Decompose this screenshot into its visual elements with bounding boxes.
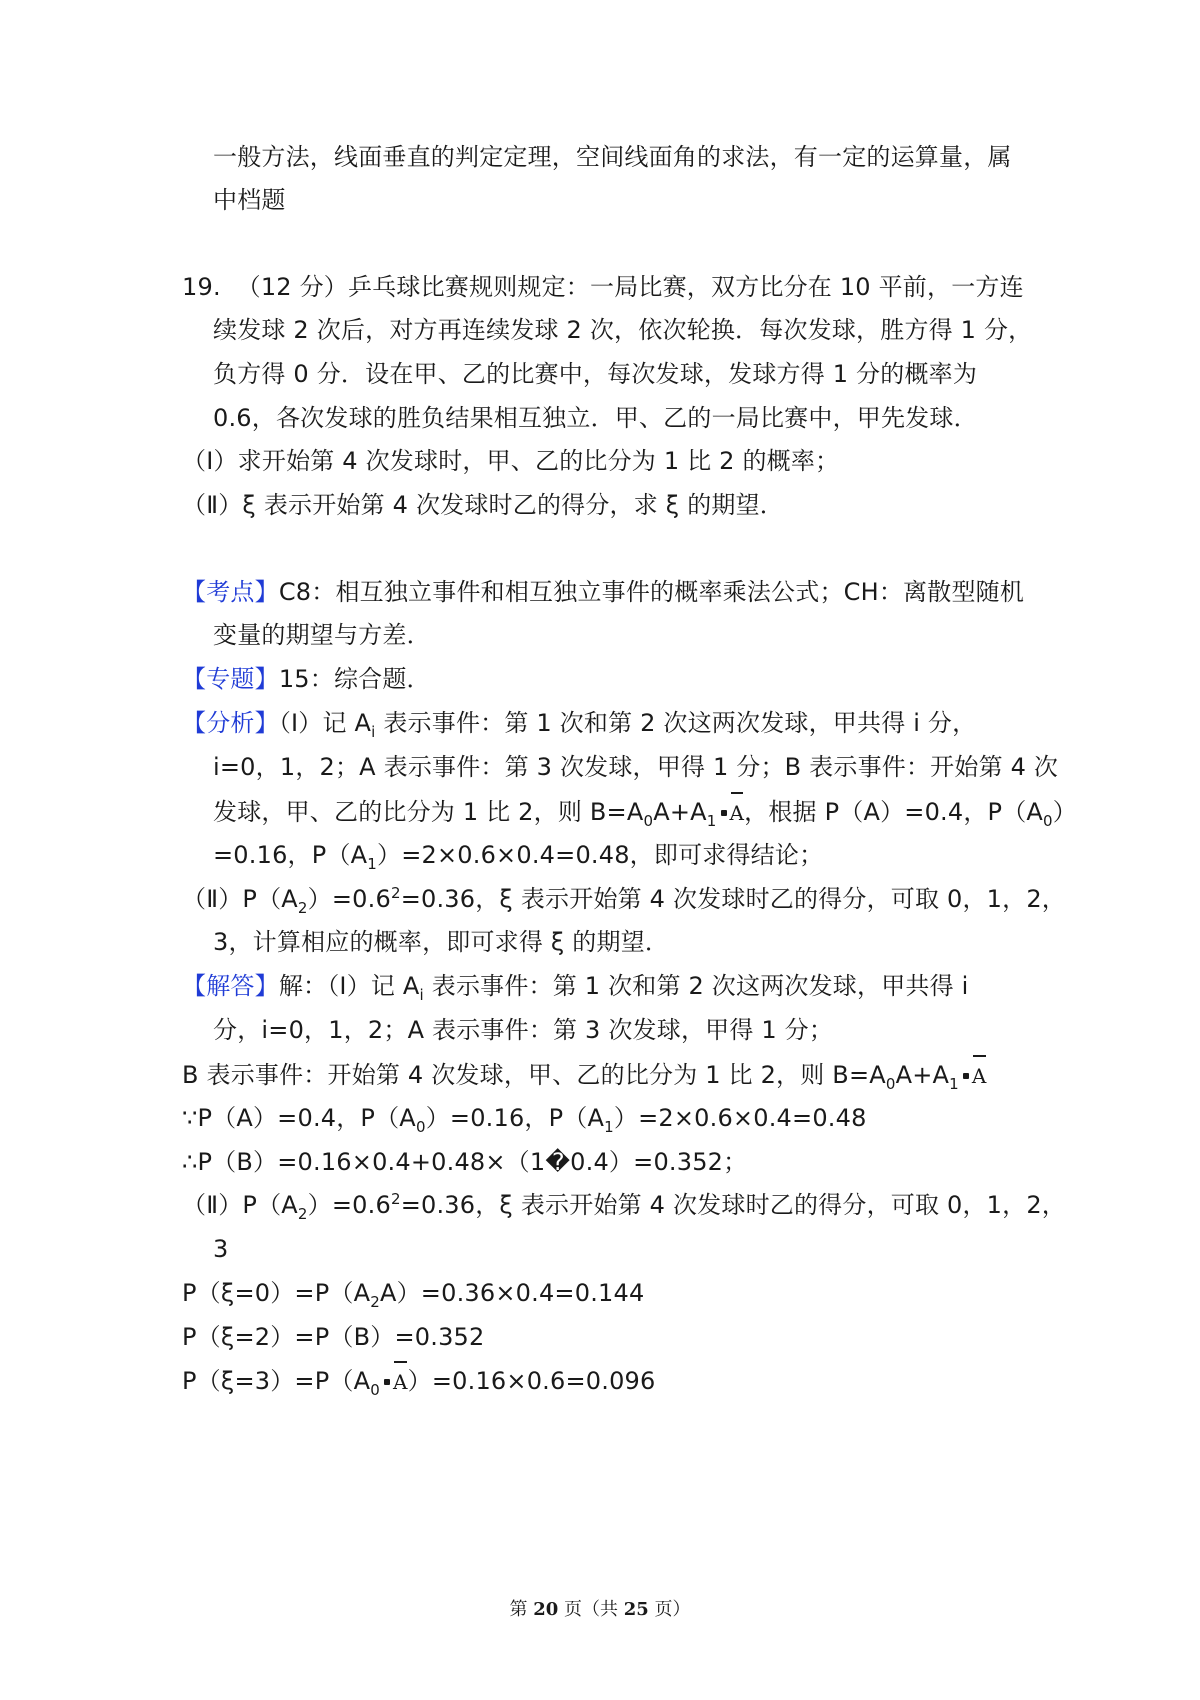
jieda-text: P（ξ=3）=P（A: [182, 1367, 371, 1395]
subscript: i: [419, 985, 424, 1004]
subscript: 0: [643, 811, 654, 830]
footer-text: 页（共: [558, 1599, 624, 1620]
subscript: 2: [297, 898, 308, 917]
problem-line-1: （12 分）乒乓球比赛规则规定：一局比赛，双方比分在 10 平前，一方连: [236, 273, 1024, 301]
jieda-line-6: [182, 1188, 1066, 1222]
problem-line-4: 0.6，各次发球的胜负结果相互独立．甲、乙的一局比赛中，甲先发球．: [213, 404, 978, 432]
fenxi-line-1: [182, 706, 976, 740]
kaodian-line-2: 变量的期望与方差．: [213, 621, 431, 649]
problem-number: 19.: [182, 273, 221, 301]
jieda-line-2: 分，i=0，1，2；A 表示事件：第 3 次发球，甲得 1 分；: [213, 1016, 834, 1044]
zhuanti-text: 15：综合题．: [278, 665, 431, 693]
subscript: i: [371, 722, 376, 741]
kaodian-text-1: C8：相互独立事件和相互独立事件的概率乘法公式；CH：离散型随机: [278, 578, 1025, 606]
jieda-tag: 【解答】: [182, 972, 279, 1000]
footer-text: 第: [509, 1599, 534, 1620]
intro-line-1: 一般方法，线面垂直的判定定理，空间线面角的求法，有一定的运算量，属: [213, 143, 1012, 171]
multiply-dot-icon: [963, 1073, 969, 1079]
fenxi-text: （Ⅰ）记 A: [278, 709, 372, 737]
intro-line-2: 中档题: [213, 186, 286, 214]
jieda-text: ）=0.16×0.6=0.096: [407, 1367, 656, 1395]
jieda-line-9: P（ξ=2）=P（B）=0.352: [182, 1323, 485, 1351]
superscript: 2: [390, 884, 401, 902]
problem-first-line: [182, 270, 1024, 304]
page-footer: [0, 1598, 1200, 1622]
fenxi-text: =0.36，ξ 表示开始第 4 次发球时乙的得分，可取 0，1，2，: [400, 885, 1067, 913]
jieda-text: A）=0.36×0.4=0.144: [379, 1279, 645, 1307]
jieda-text: ）=0.6: [307, 1191, 391, 1219]
complement-a: A: [730, 794, 745, 830]
jieda-line-8: [182, 1276, 644, 1310]
multiply-dot-icon: [384, 1379, 390, 1385]
footer-text: 页）: [648, 1599, 691, 1620]
jieda-text: ∵P（A）=0.4，P（A: [182, 1104, 416, 1132]
subscript: 0: [1043, 811, 1053, 830]
zhuanti-line: [182, 662, 431, 696]
jieda-text: P（ξ=0）=P（A: [182, 1279, 371, 1307]
fenxi-text: ，根据 P（A）=0.4，P（A: [744, 798, 1044, 826]
superscript: 2: [390, 1190, 401, 1208]
fenxi-line-6: 3，计算相应的概率，即可求得 ξ 的期望．: [213, 928, 670, 956]
jieda-line-1: [182, 969, 969, 1003]
fenxi-tag: 【分析】: [182, 709, 279, 737]
problem-line-3: 负方得 0 分．设在甲、乙的比赛中，每次发球，发球方得 1 分的概率为: [213, 360, 978, 388]
jieda-text: ）=2×0.6×0.4=0.48: [613, 1104, 867, 1132]
subscript: 2: [370, 1292, 380, 1311]
jieda-text: （Ⅱ）P（A: [182, 1191, 298, 1219]
page-total: 25: [623, 1599, 649, 1620]
subscript: 1: [706, 811, 717, 830]
fenxi-text: 发球，甲、乙的比分为 1 比 2，则 B=A: [213, 798, 644, 826]
jieda-text: 解：（Ⅰ）记 A: [278, 972, 420, 1000]
problem-part-2: （Ⅱ）ξ 表示开始第 4 次发球时乙的得分，求 ξ 的期望．: [182, 491, 784, 519]
subscript: 1: [367, 854, 377, 873]
subscript: 2: [297, 1204, 308, 1223]
fenxi-text: 表示事件：第 1 次和第 2 次这两次发球，甲共得 i 分，: [375, 709, 977, 737]
page-number: 20: [533, 1599, 559, 1620]
multiply-dot-icon: [721, 810, 727, 816]
jieda-line-7: 3: [213, 1235, 229, 1263]
kaodian-tag: 【考点】: [182, 578, 279, 606]
subscript: 0: [885, 1074, 896, 1093]
zhuanti-tag: 【专题】: [182, 665, 279, 693]
complement-a: A: [972, 1057, 987, 1093]
fenxi-text: A+A: [653, 798, 707, 826]
jieda-text: ）=0.16，P（A: [425, 1104, 605, 1132]
fenxi-line-2: i=0，1，2；A 表示事件：第 3 次发球，甲得 1 分；B 表示事件：开始第 4 次: [213, 753, 1059, 781]
subscript: 0: [370, 1380, 380, 1399]
jieda-line-10: [182, 1363, 655, 1399]
fenxi-text: ）=2×0.6×0.4=0.48，即可求得结论；: [377, 841, 824, 869]
jieda-text: B 表示事件：开始第 4 次发球，甲、乙的比分为 1 比 2，则 B=A: [182, 1061, 886, 1089]
fenxi-line-4: [213, 838, 823, 872]
fenxi-line-5: [182, 882, 1066, 916]
problem-line-2: 续发球 2 次后，对方再连续发球 2 次，依次轮换．每次发球，胜方得 1 分，: [213, 316, 1033, 344]
subscript: 1: [604, 1117, 614, 1136]
subscript: 0: [415, 1117, 426, 1136]
fenxi-text: =0.16，P（A: [213, 841, 368, 869]
fenxi-line-3: [213, 794, 1077, 830]
complement-a: A: [393, 1363, 408, 1399]
jieda-line-5: ∴P（B）=0.16×0.4+0.48×（1�0.4）=0.352；: [182, 1148, 748, 1176]
jieda-text: 表示事件：第 1 次和第 2 次这两次发球，甲共得 i: [423, 972, 969, 1000]
fenxi-text: ）: [1052, 798, 1077, 826]
jieda-line-4: [182, 1101, 867, 1135]
kaodian-line-1: [182, 575, 1024, 609]
fenxi-text: ）=0.6: [307, 885, 391, 913]
jieda-line-3: [182, 1057, 987, 1093]
jieda-text: =0.36，ξ 表示开始第 4 次发球时乙的得分，可取 0，1，2，: [400, 1191, 1067, 1219]
subscript: 1: [949, 1074, 959, 1093]
problem-part-1: （Ⅰ）求开始第 4 次发球时，甲、乙的比分为 1 比 2 的概率；: [182, 447, 840, 475]
jieda-text: A+A: [895, 1061, 950, 1089]
fenxi-text: （Ⅱ）P（A: [182, 885, 298, 913]
